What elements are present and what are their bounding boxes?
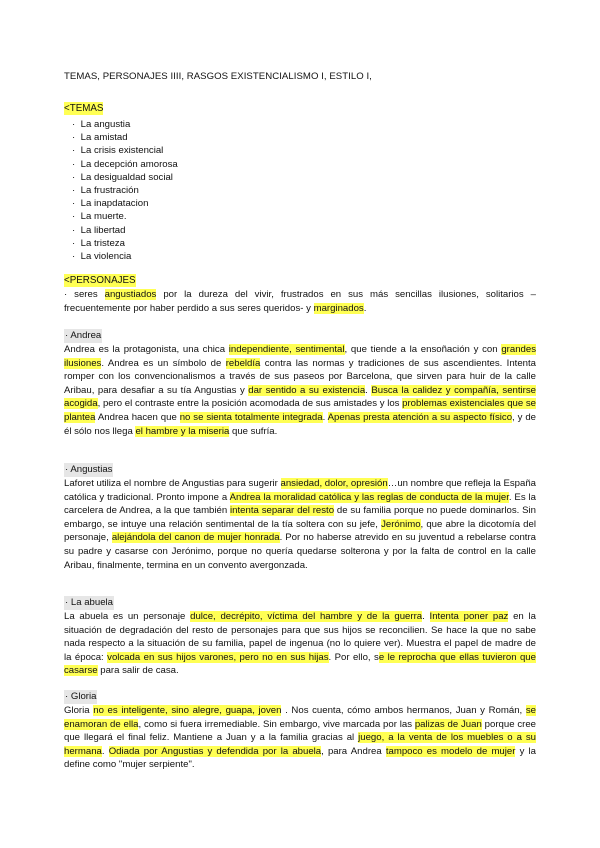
- tema-item: [72, 158, 536, 171]
- highlighted-text: palizas de Juan: [414, 718, 482, 730]
- tema-text: La crisis existencial: [78, 145, 164, 157]
- tema-item: [72, 118, 536, 131]
- text-run: , y de él sólo nos llega: [64, 411, 537, 437]
- text-run: . Nos cuenta, cómo ambos hermanos, Juan y Román,: [281, 705, 526, 716]
- bullet-icon: ·: [72, 237, 76, 249]
- highlighted-text: e le reprocha que ellas tuvieron que casarse: [64, 651, 536, 677]
- highlighted-text: intenta separar del resto: [230, 505, 335, 517]
- text-run: para salir de casa.: [97, 665, 179, 677]
- highlighted-text: se enamoran de ella: [64, 705, 536, 730]
- character-description: [64, 704, 536, 772]
- text-run: La abuela es un personaje: [64, 611, 191, 622]
- character-name: · Gloria: [65, 691, 97, 702]
- bullet-icon: ·: [72, 119, 76, 130]
- text-run: de su familia porque no puede dominarlos. Sin embargo, se intuye una relación sentimental de la tía soltera con su jefe,: [64, 505, 536, 530]
- tema-item: [72, 250, 536, 263]
- tema-text: La muerte.: [78, 211, 127, 223]
- text-run: .: [363, 302, 367, 314]
- document-title: TEMAS, PERSONAJES IIII, RASGOS EXISTENCIALISMO I, ESTILO I,: [64, 71, 372, 82]
- character-section: [64, 686, 536, 772]
- bullet-icon: ·: [72, 198, 76, 210]
- temas-heading: <TEMAS: [64, 103, 104, 114]
- text-run: . Es la carcelera de Andrea, a la que también: [64, 491, 536, 517]
- tema-text: La inapdatacion: [78, 198, 149, 210]
- personajes-intro: [64, 288, 536, 315]
- text-run: .: [101, 745, 109, 757]
- text-run: , como si fuera irremediable. Sin embargo, vive marcada por las: [138, 718, 415, 730]
- highlighted-text: angustiados: [104, 289, 157, 300]
- text-run: Gloria: [64, 705, 94, 716]
- personajes-heading: <PERSONAJES: [64, 275, 136, 286]
- text-run: porque cree que llegará el final feliz. Mantiene a Juan y a la familia gracias al: [64, 718, 537, 744]
- text-run: …un nombre que refleja la España católica y tradicional. Pronto impone a: [64, 478, 536, 503]
- text-run: Laforet utiliza el nombre de Angustias para sugerir: [64, 478, 281, 489]
- bullet-icon: ·: [72, 224, 76, 236]
- highlighted-text: rebeldía: [225, 357, 261, 369]
- highlighted-text: problemas existenciales que se plantea: [64, 398, 536, 423]
- temas-section: [64, 98, 536, 263]
- highlighted-text: no se sienta totalmente integrada: [179, 411, 323, 423]
- tema-text: La tristeza: [78, 237, 125, 249]
- text-run: · seres: [64, 289, 105, 300]
- bullet-icon: ·: [72, 185, 76, 197]
- highlighted-text: independiente, sentimental: [228, 344, 345, 355]
- text-run: que sufría.: [229, 425, 278, 437]
- text-run: , pero el contraste entre la posición acomodada de sus amistades y los: [97, 398, 403, 410]
- personajes-section: [64, 270, 536, 315]
- text-run: , que tiende a la ensoñación y con: [344, 344, 502, 355]
- character-name: · Angustias: [65, 464, 113, 475]
- tema-item: [72, 171, 536, 184]
- character-name: · La abuela: [65, 597, 114, 608]
- tema-item: [72, 224, 536, 237]
- tema-text: La frustración: [78, 185, 139, 197]
- tema-text: La desigualdad social: [78, 171, 173, 183]
- tema-text: La decepción amorosa: [78, 158, 178, 170]
- bullet-icon: ·: [72, 132, 76, 144]
- tema-item: [72, 131, 536, 144]
- character-description: [64, 477, 536, 572]
- text-run: .: [422, 611, 430, 622]
- highlighted-text: no es inteligente, sino alegre, guapa, joven: [93, 705, 282, 716]
- text-run: . Andrea es un símbolo de: [101, 357, 226, 369]
- bullet-icon: ·: [72, 171, 76, 183]
- character-description: [64, 343, 536, 438]
- text-run: .: [322, 411, 328, 423]
- character-section: [64, 459, 536, 572]
- highlighted-text: Busca la calidez y compañía, sentirse acogida: [64, 384, 536, 410]
- highlighted-text: Odiada por Angustias y defendida por la abuela: [108, 745, 322, 757]
- tema-text: La violencia: [78, 251, 132, 263]
- highlighted-text: dar sentido a su existencia: [248, 384, 366, 396]
- text-run: .: [365, 384, 372, 396]
- text-run: contra las normas y tradiciones de sus ascendientes. Intenta romper con los convencionalismos a través de sus paseos por Barcelona, que sirven para huir de la calle Aribau, para desafiar a su tía Angustias y: [64, 357, 536, 396]
- text-run: , para Andrea: [321, 745, 386, 757]
- highlighted-text: el hambre y la miseria: [135, 425, 230, 437]
- highlighted-text: Andrea la moralidad católica y las reglas de conducta de la mujer: [229, 491, 509, 503]
- highlighted-text: ansiedad, dolor, opresión: [280, 478, 388, 489]
- bullet-icon: ·: [72, 158, 76, 170]
- character-section: [64, 592, 536, 678]
- text-run: . Por no haberse atrevido en su juventud a rebelarse contra su padre y casarse con Jerónimo, porque no quería quedarse solterona y por la falta de control en la calle Aribau, finalmente, termina en un convento avergonzada.: [64, 532, 537, 571]
- temas-list: [64, 118, 536, 263]
- character-name: · Andrea: [65, 330, 102, 341]
- text-run: Andrea hacen que: [95, 411, 180, 423]
- text-run: . Por ello, s: [328, 651, 379, 663]
- bullet-icon: ·: [72, 211, 76, 223]
- character-description: [64, 610, 536, 678]
- highlighted-text: juego, a la venta de los muebles o a su hermana: [64, 732, 536, 757]
- highlighted-text: Intenta poner paz: [429, 611, 509, 622]
- text-run: , que abre la dicotomía del personaje,: [64, 518, 536, 544]
- bullet-icon: ·: [72, 251, 76, 263]
- highlighted-text: Apenas presta atención a su aspecto físico: [327, 411, 513, 423]
- tema-item: [72, 144, 536, 157]
- character-section: [64, 325, 536, 438]
- highlighted-text: grandes ilusiones: [64, 344, 536, 369]
- highlighted-text: Jerónimo: [381, 518, 421, 530]
- highlighted-text: dulce, decrépito, víctima del hambre y de la guerra: [190, 611, 423, 622]
- tema-item: [72, 197, 536, 210]
- text-run: Andrea es la protagonista, una chica: [64, 344, 229, 355]
- highlighted-text: alejándola del canon de mujer honrada: [111, 532, 280, 544]
- tema-item: [72, 237, 536, 250]
- tema-text: La amistad: [78, 132, 128, 144]
- highlighted-text: volcada en sus hijos varones, pero no en sus hijas: [107, 651, 329, 663]
- text-run: y la define como "mujer serpiente".: [64, 745, 536, 771]
- text-run: en la situación de degradación del resto de personajes para que sus hijos se reconcilien. Se hace la que no sabe nada respecto a la situación de su familia, papel de ingenua (no lo quiere ver). Muestra el papel de madre de la época:: [64, 611, 536, 663]
- tema-item: [72, 184, 536, 197]
- text-run: por la dureza del vivir, frustrados en sus más sencillas ilusiones, solitarios –frecuentemente por haber perdido a sus seres queridos- y: [64, 289, 536, 314]
- bullet-icon: ·: [72, 145, 76, 157]
- highlighted-text: tampoco es modelo de mujer: [385, 745, 516, 757]
- tema-text: La libertad: [78, 224, 126, 236]
- highlighted-text: marginados: [313, 302, 364, 314]
- tema-item: [72, 210, 536, 223]
- tema-text: La angustia: [78, 119, 131, 130]
